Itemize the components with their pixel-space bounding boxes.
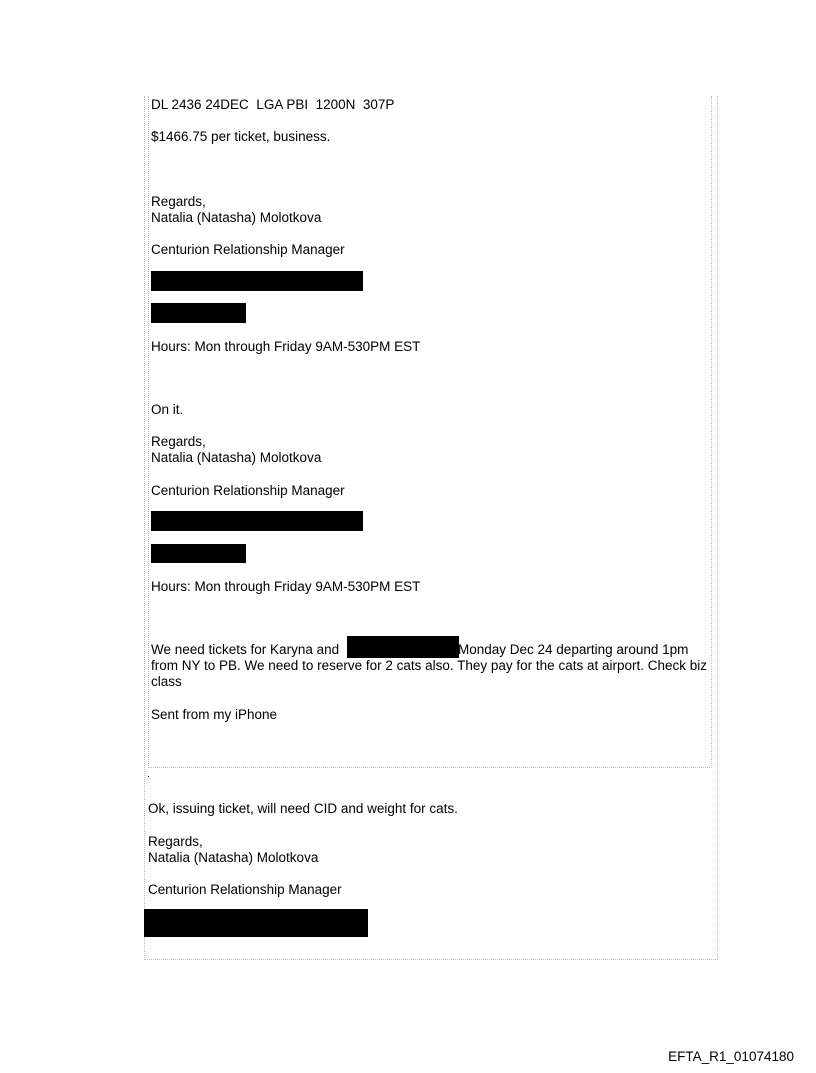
signature-regards: Regards, <box>148 834 203 849</box>
signature-title: Centurion Relationship Manager <box>148 882 342 897</box>
signature-name: Natalia (Natasha) Molotkova <box>151 450 322 465</box>
issuing-ticket-message: Ok, issuing ticket, will need CID and weight for cats. <box>148 801 458 816</box>
signature-hours: Hours: Mon through Friday 9AM-530PM EST <box>151 339 421 354</box>
document-id: EFTA_R1_01074180 <box>668 1049 794 1064</box>
reply-on-it: On it. <box>151 402 184 417</box>
signature-name: Natalia (Natasha) Molotkova <box>148 850 319 865</box>
redaction-bar <box>144 909 368 937</box>
flight-itinerary: DL 2436 24DEC LGA PBI 1200N 307P <box>151 97 395 112</box>
redaction-bar <box>347 636 459 658</box>
redaction-bar <box>151 511 363 531</box>
request-text-start: We need tickets for Karyna and <box>151 642 340 657</box>
redaction-bar <box>151 303 246 323</box>
signature-regards: Regards, <box>151 194 206 209</box>
signature-title: Centurion Relationship Manager <box>151 483 345 498</box>
redaction-bar <box>151 271 363 291</box>
sent-from-iphone: Sent from my iPhone <box>151 707 278 722</box>
signature-title: Centurion Relationship Manager <box>151 242 345 257</box>
signature-name: Natalia (Natasha) Molotkova <box>151 210 322 225</box>
request-text-rest: from NY to PB. We need to reserve for 2 cats also. They pay for the cats at airport. Check biz class <box>151 658 708 689</box>
signature-regards: Regards, <box>151 434 206 449</box>
stray-dot: . <box>147 769 150 780</box>
request-text-cont: Monday Dec 24 departing around 1pm <box>458 642 689 657</box>
redaction-bar <box>151 544 246 563</box>
ticket-price: $1466.75 per ticket, business. <box>151 129 331 144</box>
signature-hours: Hours: Mon through Friday 9AM-530PM EST <box>151 579 421 594</box>
